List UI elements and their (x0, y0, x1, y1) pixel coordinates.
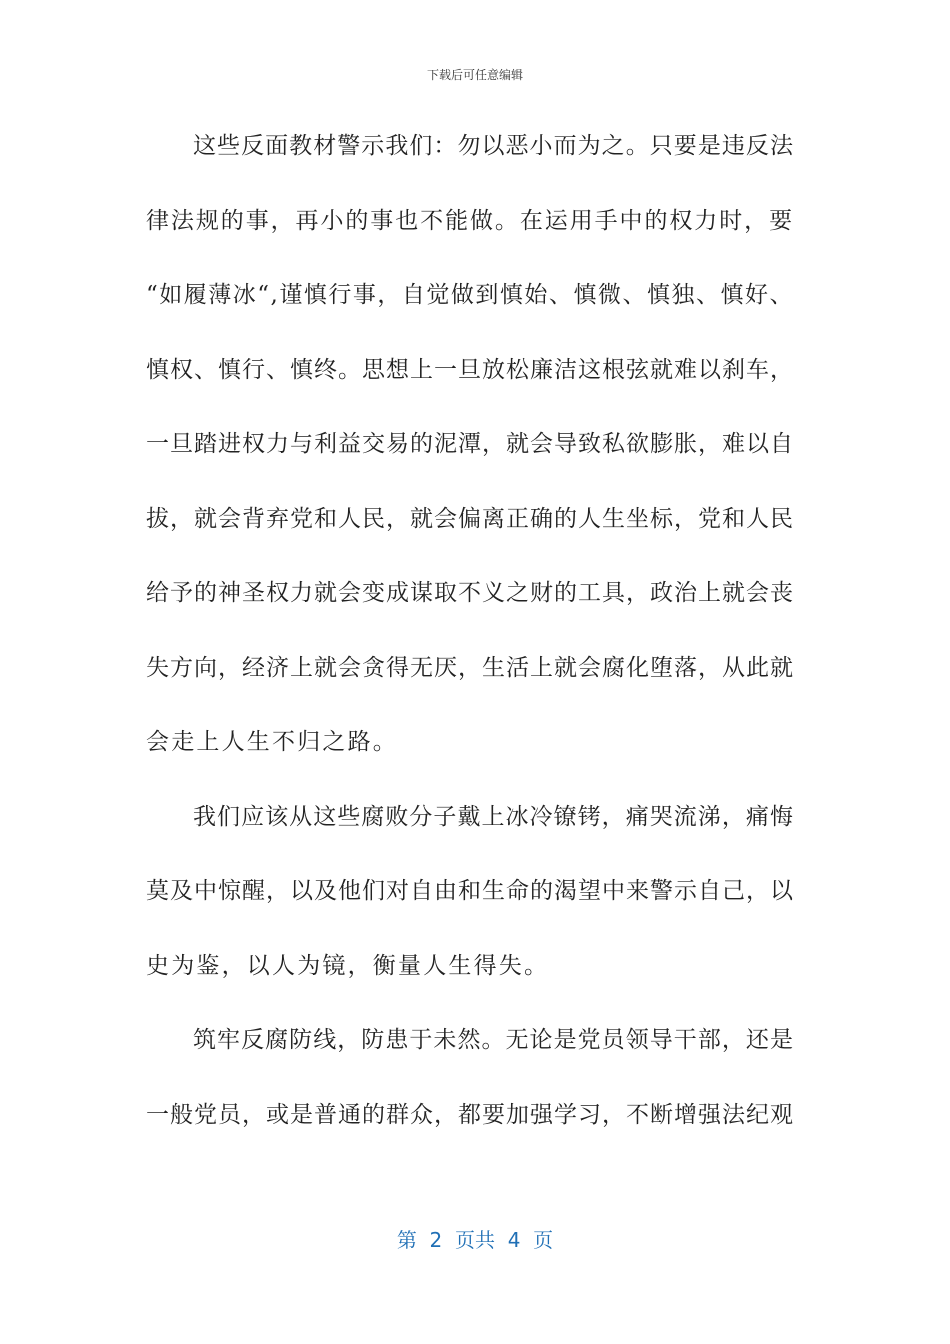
paragraph-line: 筑牢反腐防线，防患于未然。无论是党员领导干部，还是 (193, 1027, 794, 1053)
body-text (146, 118, 794, 1161)
paragraph-line: 史为鉴，以人为镜，衡量人生得失。 (146, 952, 550, 979)
paragraph-line: “如履薄冰“,谨慎行事，自觉做到慎始、慎微、慎独、慎好、 (146, 282, 794, 308)
paragraph-line: 给予的神圣权力就会变成谋取不义之财的工具，政治上就会丧 (146, 580, 794, 606)
paragraph-line: 莫及中惊醒，以及他们对自由和生命的渴望中来警示自己，以 (146, 878, 794, 904)
paragraph-line: 一般党员，或是普通的群众，都要加强学习，不断增强法纪观 (146, 1101, 794, 1128)
page-footer: 第 2 页共 4 页 (396, 1228, 554, 1252)
paragraph-line: 慎权、慎行、慎终。思想上一旦放松廉洁这根弦就难以刹车， (146, 356, 794, 383)
paragraph-line: 会走上人生不归之路。 (146, 729, 398, 755)
page-header: 下载后可任意编辑 (426, 68, 523, 82)
paragraph-line: 这些反面教材警示我们：勿以恶小而为之。只要是违反法 (193, 133, 794, 159)
paragraph-line: 一旦踏进权力与利益交易的泥潭，就会导致私欲膨胀，难以自 (146, 431, 794, 457)
paragraph-line: 律法规的事，再小的事也不能做。在运用手中的权力时，要 (146, 207, 794, 234)
paragraph-line: 失方向，经济上就会贪得无厌，生活上就会腐化堕落，从此就 (146, 654, 794, 681)
paragraph-line: 拔，就会背弃党和人民，就会偏离正确的人生坐标，党和人民 (146, 505, 794, 532)
paragraph-line: 我们应该从这些腐败分子戴上冰冷镣铐，痛哭流涕，痛悔 (193, 803, 794, 830)
